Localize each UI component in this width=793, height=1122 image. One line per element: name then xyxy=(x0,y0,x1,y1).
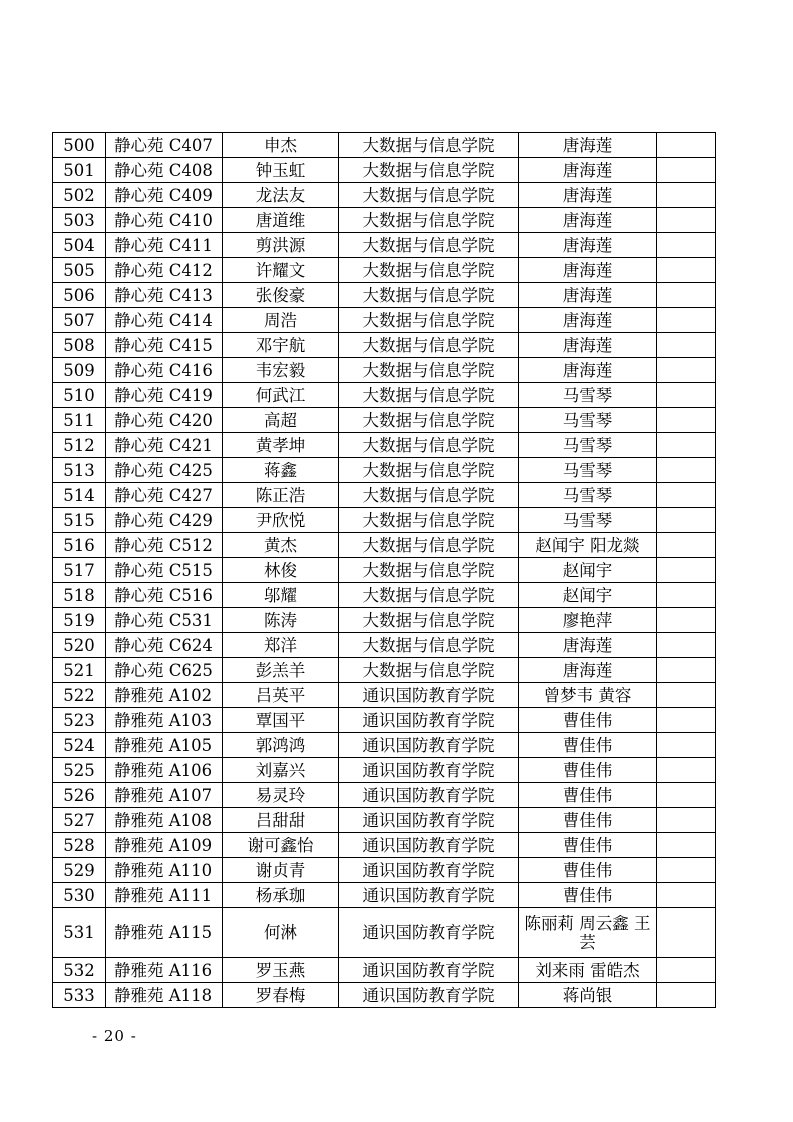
note-cell xyxy=(657,683,716,708)
counselor-cell: 唐海莲 xyxy=(519,358,657,383)
dorm-cell: 静心苑 C412 xyxy=(106,258,223,283)
college-cell: 通识国防教育学院 xyxy=(339,958,519,983)
dorm-cell: 静雅苑 A116 xyxy=(106,958,223,983)
counselor-cell: 蒋尚银 xyxy=(519,983,657,1008)
dorm-cell: 静雅苑 A109 xyxy=(106,833,223,858)
row-number-cell: 505 xyxy=(53,258,106,283)
dorm-cell: 静心苑 C429 xyxy=(106,508,223,533)
counselor-cell: 曹佳伟 xyxy=(519,733,657,758)
counselor-cell: 曹佳伟 xyxy=(519,708,657,733)
row-number-cell: 533 xyxy=(53,983,106,1008)
note-cell xyxy=(657,133,716,158)
dorm-cell: 静雅苑 A108 xyxy=(106,808,223,833)
counselor-cell: 廖艳萍 xyxy=(519,608,657,633)
table-row xyxy=(53,783,716,808)
student-name-cell: 高超 xyxy=(223,408,339,433)
table-row xyxy=(53,608,716,633)
student-name-cell: 张俊豪 xyxy=(223,283,339,308)
table-row xyxy=(53,308,716,333)
row-number-cell: 501 xyxy=(53,158,106,183)
note-cell xyxy=(657,258,716,283)
college-cell: 大数据与信息学院 xyxy=(339,358,519,383)
counselor-cell: 赵闻宇 xyxy=(519,583,657,608)
student-name-cell: 许耀文 xyxy=(223,258,339,283)
counselor-cell: 马雪琴 xyxy=(519,483,657,508)
college-cell: 通识国防教育学院 xyxy=(339,983,519,1008)
dorm-cell: 静雅苑 A118 xyxy=(106,983,223,1008)
counselor-cell: 曹佳伟 xyxy=(519,783,657,808)
college-cell: 大数据与信息学院 xyxy=(339,608,519,633)
note-cell xyxy=(657,333,716,358)
table-row xyxy=(53,133,716,158)
note-cell xyxy=(657,708,716,733)
student-name-cell: 黄孝坤 xyxy=(223,433,339,458)
note-cell xyxy=(657,758,716,783)
counselor-cell: 曹佳伟 xyxy=(519,883,657,908)
dorm-cell: 静雅苑 A110 xyxy=(106,858,223,883)
counselor-cell: 曹佳伟 xyxy=(519,858,657,883)
college-cell: 大数据与信息学院 xyxy=(339,483,519,508)
college-cell: 大数据与信息学院 xyxy=(339,433,519,458)
note-cell xyxy=(657,608,716,633)
table-row xyxy=(53,883,716,908)
college-cell: 大数据与信息学院 xyxy=(339,258,519,283)
table-row xyxy=(53,508,716,533)
student-name-cell: 陈涛 xyxy=(223,608,339,633)
table-body xyxy=(53,133,716,1008)
student-name-cell: 谢可鑫怡 xyxy=(223,833,339,858)
note-cell xyxy=(657,508,716,533)
student-name-cell: 覃国平 xyxy=(223,708,339,733)
dorm-cell: 静心苑 C421 xyxy=(106,433,223,458)
note-cell xyxy=(657,658,716,683)
note-cell xyxy=(657,458,716,483)
college-cell: 大数据与信息学院 xyxy=(339,233,519,258)
student-name-cell: 蒋鑫 xyxy=(223,458,339,483)
row-number-cell: 522 xyxy=(53,683,106,708)
row-number-cell: 507 xyxy=(53,308,106,333)
dorm-cell: 静心苑 C420 xyxy=(106,408,223,433)
counselor-cell: 马雪琴 xyxy=(519,433,657,458)
note-cell xyxy=(657,858,716,883)
college-cell: 大数据与信息学院 xyxy=(339,633,519,658)
student-name-cell: 何淋 xyxy=(223,908,339,958)
dorm-cell: 静雅苑 A103 xyxy=(106,708,223,733)
dorm-cell: 静雅苑 A115 xyxy=(106,908,223,958)
college-cell: 大数据与信息学院 xyxy=(339,308,519,333)
note-cell xyxy=(657,483,716,508)
note-cell xyxy=(657,783,716,808)
row-number-cell: 531 xyxy=(53,908,106,958)
row-number-cell: 509 xyxy=(53,358,106,383)
note-cell xyxy=(657,733,716,758)
student-name-cell: 吕英平 xyxy=(223,683,339,708)
counselor-cell: 马雪琴 xyxy=(519,508,657,533)
note-cell xyxy=(657,433,716,458)
row-number-cell: 529 xyxy=(53,858,106,883)
counselor-cell: 唐海莲 xyxy=(519,633,657,658)
college-cell: 大数据与信息学院 xyxy=(339,183,519,208)
student-name-cell: 邬耀 xyxy=(223,583,339,608)
table-row xyxy=(53,158,716,183)
college-cell: 通识国防教育学院 xyxy=(339,833,519,858)
row-number-cell: 524 xyxy=(53,733,106,758)
table-row xyxy=(53,983,716,1008)
dorm-cell: 静心苑 C515 xyxy=(106,558,223,583)
dorm-cell: 静心苑 C419 xyxy=(106,383,223,408)
row-number-cell: 520 xyxy=(53,633,106,658)
student-name-cell: 郭鸿鸿 xyxy=(223,733,339,758)
counselor-cell: 赵闻宇 xyxy=(519,558,657,583)
dorm-cell: 静雅苑 A105 xyxy=(106,733,223,758)
counselor-cell: 马雪琴 xyxy=(519,383,657,408)
college-cell: 大数据与信息学院 xyxy=(339,458,519,483)
student-name-cell: 黄杰 xyxy=(223,533,339,558)
table-row xyxy=(53,758,716,783)
counselor-cell: 唐海莲 xyxy=(519,183,657,208)
note-cell xyxy=(657,633,716,658)
dorm-cell: 静心苑 C427 xyxy=(106,483,223,508)
note-cell xyxy=(657,808,716,833)
note-cell xyxy=(657,358,716,383)
note-cell xyxy=(657,533,716,558)
counselor-cell: 曾梦韦 黄容 xyxy=(519,683,657,708)
note-cell xyxy=(657,208,716,233)
note-cell xyxy=(657,283,716,308)
counselor-cell: 唐海莲 xyxy=(519,233,657,258)
dorm-cell: 静心苑 C408 xyxy=(106,158,223,183)
counselor-cell: 唐海莲 xyxy=(519,133,657,158)
student-name-cell: 谢贞青 xyxy=(223,858,339,883)
student-name-cell: 韦宏毅 xyxy=(223,358,339,383)
row-number-cell: 525 xyxy=(53,758,106,783)
note-cell xyxy=(657,558,716,583)
counselor-cell: 曹佳伟 xyxy=(519,833,657,858)
row-number-cell: 528 xyxy=(53,833,106,858)
table-row xyxy=(53,808,716,833)
dorm-cell: 静心苑 C416 xyxy=(106,358,223,383)
counselor-cell: 唐海莲 xyxy=(519,208,657,233)
table-row xyxy=(53,433,716,458)
note-cell xyxy=(657,383,716,408)
table-row xyxy=(53,358,716,383)
dorm-cell: 静雅苑 A111 xyxy=(106,883,223,908)
counselor-cell: 唐海莲 xyxy=(519,333,657,358)
dorm-cell: 静心苑 C625 xyxy=(106,658,223,683)
college-cell: 大数据与信息学院 xyxy=(339,408,519,433)
table-row xyxy=(53,208,716,233)
college-cell: 大数据与信息学院 xyxy=(339,558,519,583)
student-name-cell: 尹欣悦 xyxy=(223,508,339,533)
note-cell xyxy=(657,583,716,608)
student-name-cell: 易灵玲 xyxy=(223,783,339,808)
note-cell xyxy=(657,408,716,433)
note-cell xyxy=(657,958,716,983)
college-cell: 通识国防教育学院 xyxy=(339,783,519,808)
dorm-cell: 静心苑 C411 xyxy=(106,233,223,258)
note-cell xyxy=(657,233,716,258)
college-cell: 大数据与信息学院 xyxy=(339,133,519,158)
row-number-cell: 508 xyxy=(53,333,106,358)
dorm-cell: 静心苑 C512 xyxy=(106,533,223,558)
college-cell: 大数据与信息学院 xyxy=(339,533,519,558)
dorm-cell: 静心苑 C407 xyxy=(106,133,223,158)
student-name-cell: 罗玉燕 xyxy=(223,958,339,983)
counselor-cell: 唐海莲 xyxy=(519,283,657,308)
note-cell xyxy=(657,183,716,208)
dorm-cell: 静雅苑 A106 xyxy=(106,758,223,783)
table-row xyxy=(53,858,716,883)
counselor-cell: 曹佳伟 xyxy=(519,758,657,783)
college-cell: 通识国防教育学院 xyxy=(339,708,519,733)
row-number-cell: 506 xyxy=(53,283,106,308)
row-number-cell: 532 xyxy=(53,958,106,983)
table-row xyxy=(53,283,716,308)
counselor-cell: 陈丽莉 周云鑫 王芸 xyxy=(519,908,657,958)
row-number-cell: 500 xyxy=(53,133,106,158)
row-number-cell: 517 xyxy=(53,558,106,583)
note-cell xyxy=(657,983,716,1008)
counselor-cell: 刘来雨 雷皓杰 xyxy=(519,958,657,983)
student-name-cell: 吕甜甜 xyxy=(223,808,339,833)
dorm-cell: 静雅苑 A102 xyxy=(106,683,223,708)
student-name-cell: 唐道维 xyxy=(223,208,339,233)
table-row xyxy=(53,533,716,558)
table-row xyxy=(53,233,716,258)
row-number-cell: 514 xyxy=(53,483,106,508)
note-cell xyxy=(657,883,716,908)
table-row xyxy=(53,183,716,208)
dormitory-table xyxy=(52,132,716,1008)
counselor-cell: 马雪琴 xyxy=(519,458,657,483)
student-name-cell: 剪洪源 xyxy=(223,233,339,258)
table-row xyxy=(53,633,716,658)
student-name-cell: 龙法友 xyxy=(223,183,339,208)
table-row xyxy=(53,558,716,583)
college-cell: 大数据与信息学院 xyxy=(339,333,519,358)
student-name-cell: 罗春梅 xyxy=(223,983,339,1008)
table-row xyxy=(53,683,716,708)
college-cell: 通识国防教育学院 xyxy=(339,808,519,833)
row-number-cell: 513 xyxy=(53,458,106,483)
college-cell: 大数据与信息学院 xyxy=(339,658,519,683)
dorm-cell: 静心苑 C425 xyxy=(106,458,223,483)
row-number-cell: 512 xyxy=(53,433,106,458)
table-row xyxy=(53,258,716,283)
counselor-cell: 马雪琴 xyxy=(519,408,657,433)
note-cell xyxy=(657,158,716,183)
college-cell: 通识国防教育学院 xyxy=(339,758,519,783)
row-number-cell: 503 xyxy=(53,208,106,233)
row-number-cell: 511 xyxy=(53,408,106,433)
row-number-cell: 518 xyxy=(53,583,106,608)
college-cell: 大数据与信息学院 xyxy=(339,283,519,308)
note-cell xyxy=(657,308,716,333)
counselor-cell: 唐海莲 xyxy=(519,658,657,683)
row-number-cell: 515 xyxy=(53,508,106,533)
counselor-cell: 唐海莲 xyxy=(519,308,657,333)
table-row xyxy=(53,658,716,683)
college-cell: 通识国防教育学院 xyxy=(339,908,519,958)
counselor-cell: 曹佳伟 xyxy=(519,808,657,833)
student-name-cell: 邓宇航 xyxy=(223,333,339,358)
student-name-cell: 郑洋 xyxy=(223,633,339,658)
dorm-cell: 静心苑 C409 xyxy=(106,183,223,208)
college-cell: 通识国防教育学院 xyxy=(339,858,519,883)
college-cell: 大数据与信息学院 xyxy=(339,158,519,183)
dorm-cell: 静心苑 C531 xyxy=(106,608,223,633)
table-row xyxy=(53,483,716,508)
row-number-cell: 527 xyxy=(53,808,106,833)
college-cell: 通识国防教育学院 xyxy=(339,683,519,708)
row-number-cell: 504 xyxy=(53,233,106,258)
student-name-cell: 陈正浩 xyxy=(223,483,339,508)
row-number-cell: 502 xyxy=(53,183,106,208)
student-name-cell: 彭羔羊 xyxy=(223,658,339,683)
college-cell: 大数据与信息学院 xyxy=(339,383,519,408)
row-number-cell: 510 xyxy=(53,383,106,408)
row-number-cell: 519 xyxy=(53,608,106,633)
table-row xyxy=(53,583,716,608)
college-cell: 通识国防教育学院 xyxy=(339,733,519,758)
dorm-cell: 静心苑 C410 xyxy=(106,208,223,233)
college-cell: 大数据与信息学院 xyxy=(339,583,519,608)
row-number-cell: 521 xyxy=(53,658,106,683)
note-cell xyxy=(657,908,716,958)
table-row xyxy=(53,383,716,408)
dorm-cell: 静心苑 C414 xyxy=(106,308,223,333)
dorm-cell: 静雅苑 A107 xyxy=(106,783,223,808)
student-name-cell: 何武江 xyxy=(223,383,339,408)
student-name-cell: 林俊 xyxy=(223,558,339,583)
college-cell: 大数据与信息学院 xyxy=(339,208,519,233)
dorm-cell: 静心苑 C413 xyxy=(106,283,223,308)
student-name-cell: 钟玉虹 xyxy=(223,158,339,183)
counselor-cell: 赵闻宇 阳龙燚 xyxy=(519,533,657,558)
dorm-cell: 静心苑 C415 xyxy=(106,333,223,358)
college-cell: 通识国防教育学院 xyxy=(339,883,519,908)
student-name-cell: 杨承珈 xyxy=(223,883,339,908)
student-name-cell: 刘嘉兴 xyxy=(223,758,339,783)
college-cell: 大数据与信息学院 xyxy=(339,508,519,533)
row-number-cell: 526 xyxy=(53,783,106,808)
dorm-cell: 静心苑 C516 xyxy=(106,583,223,608)
counselor-cell: 唐海莲 xyxy=(519,158,657,183)
table-row xyxy=(53,958,716,983)
dorm-cell: 静心苑 C624 xyxy=(106,633,223,658)
counselor-cell: 唐海莲 xyxy=(519,258,657,283)
note-cell xyxy=(657,833,716,858)
table-row xyxy=(53,458,716,483)
student-name-cell: 申杰 xyxy=(223,133,339,158)
table-row xyxy=(53,908,716,958)
table-row xyxy=(53,833,716,858)
row-number-cell: 530 xyxy=(53,883,106,908)
table-row xyxy=(53,733,716,758)
table-row xyxy=(53,708,716,733)
row-number-cell: 523 xyxy=(53,708,106,733)
table-row xyxy=(53,408,716,433)
row-number-cell: 516 xyxy=(53,533,106,558)
table-row xyxy=(53,333,716,358)
page-number: - 20 - xyxy=(92,1027,137,1045)
student-name-cell: 周浩 xyxy=(223,308,339,333)
